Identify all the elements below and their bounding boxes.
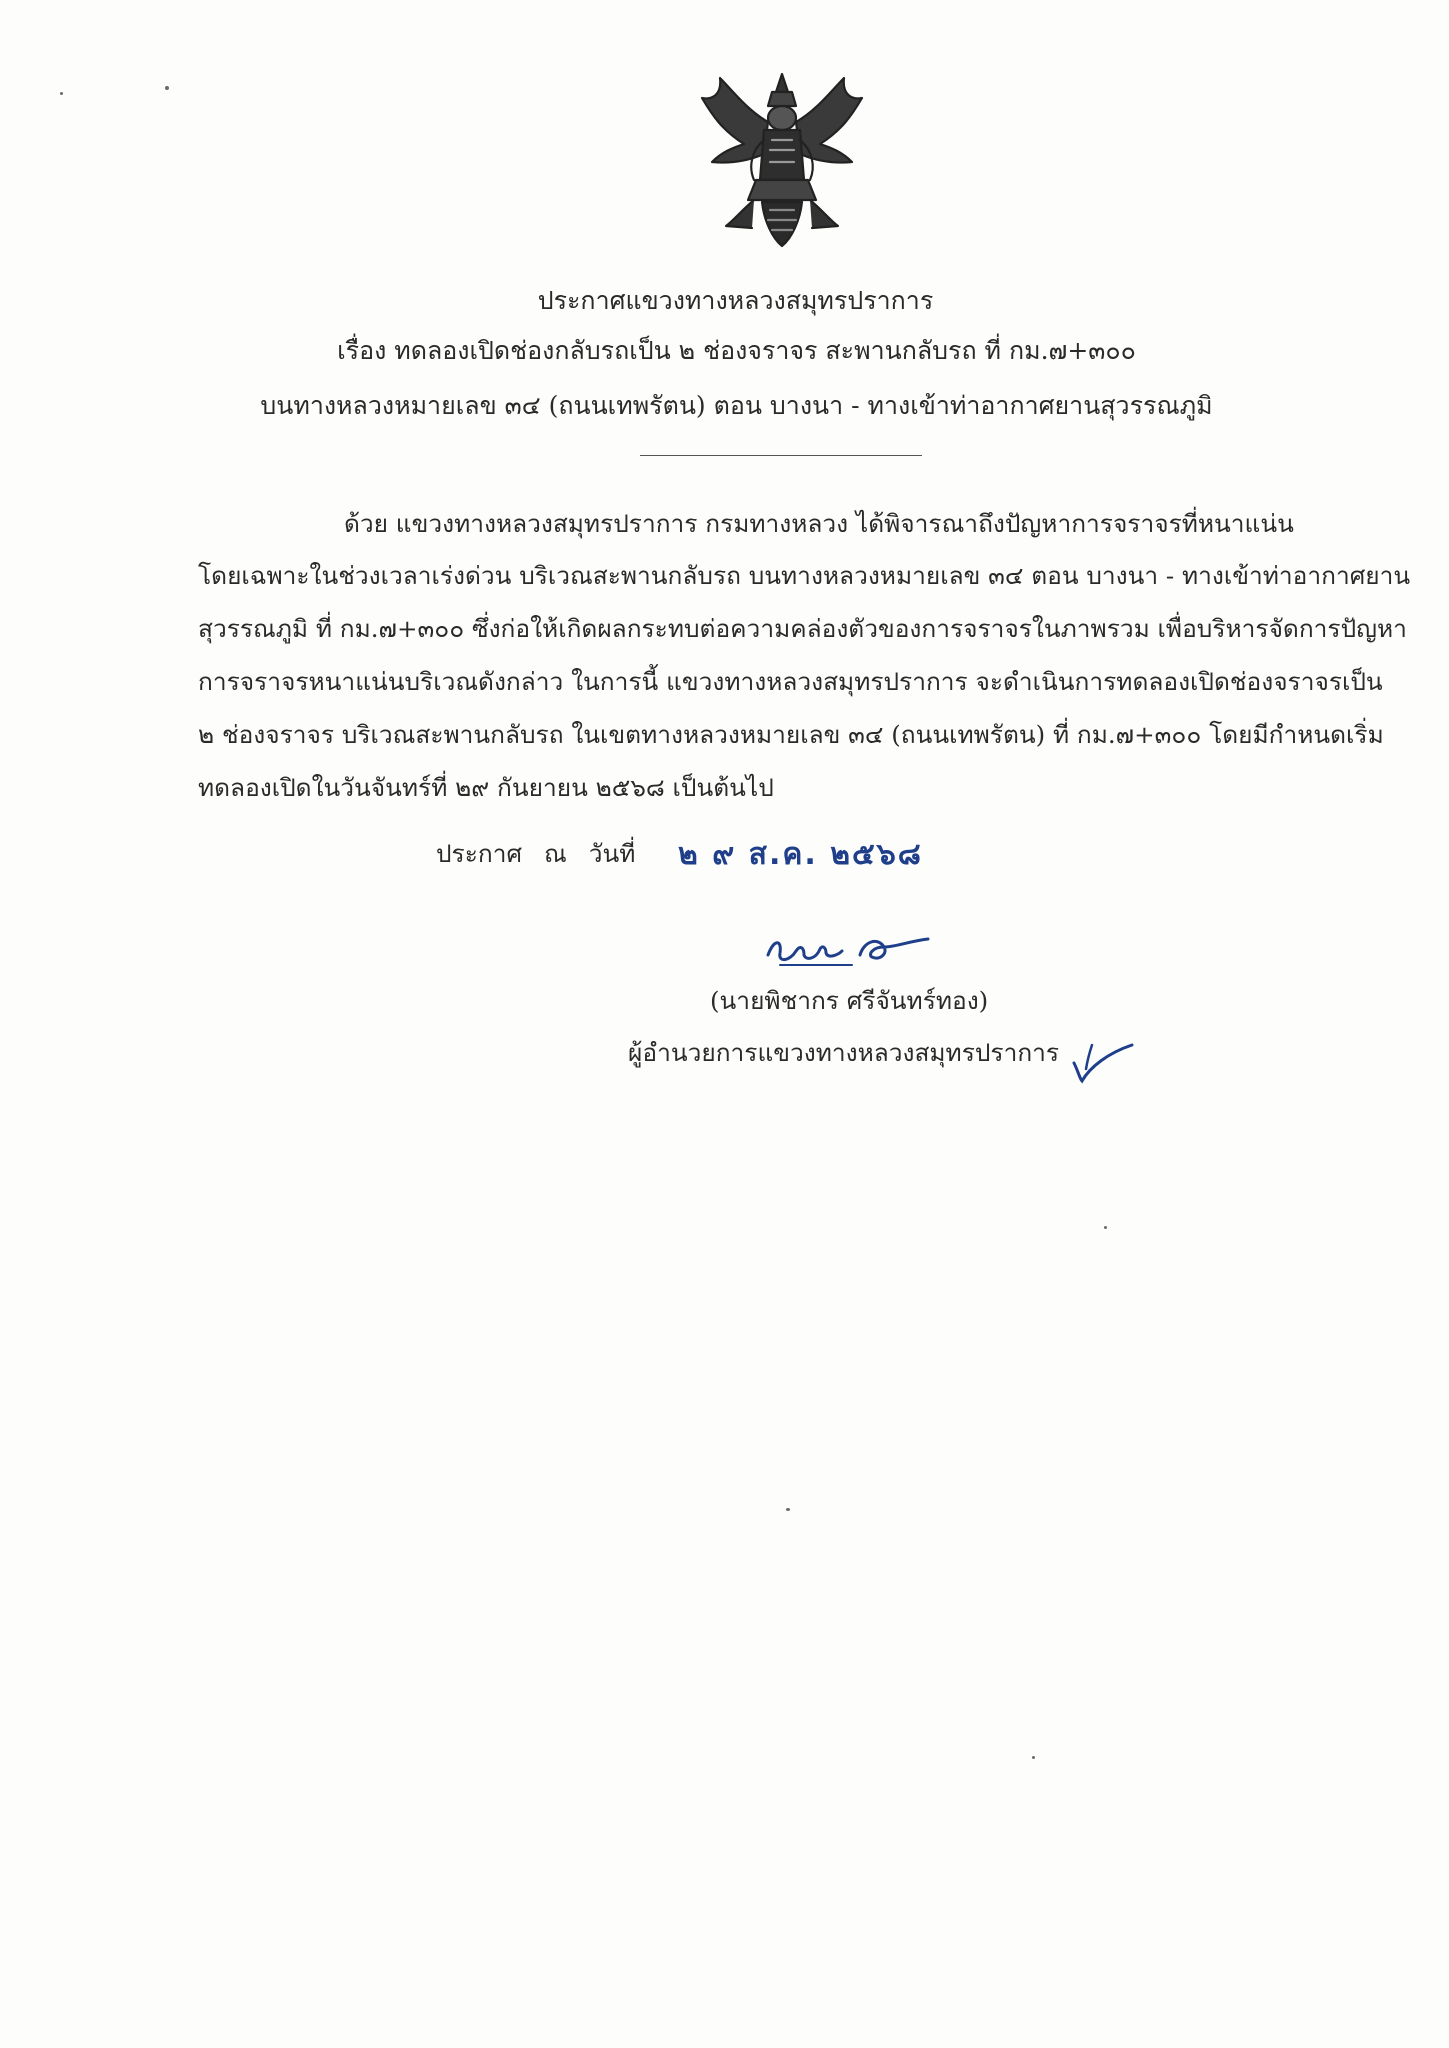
announcement-date-line xyxy=(436,838,635,870)
body-paragraph-line: ๒ ช่องจราจร บริเวณสะพานกลับรถ ในเขตทางหลวงหมายเลข ๓๔ (ถนนเทพรัตน) ที่ กม.๗+๓๐๐ โดยมีกำหนดเริ่ม xyxy=(198,720,1384,749)
body-paragraph-line: การจราจรหนาแน่นบริเวณดังกล่าว ในการนี้ แขวงทางหลวงสมุทรปราการ จะดำเนินการทดลองเปิดช่องจราจรเป็น xyxy=(198,667,1383,696)
announce-label: ประกาศ xyxy=(436,839,523,868)
announcement-subject: เรื่อง ทดลองเปิดช่องกลับรถเป็น ๒ ช่องจราจร สะพานกลับรถ ที่ กม.๗+๓๐๐ xyxy=(337,336,1136,365)
scan-speck xyxy=(786,1508,790,1511)
scan-speck xyxy=(1032,1756,1035,1759)
garuda-emblem xyxy=(692,70,872,248)
scan-speck xyxy=(165,86,169,90)
body-paragraph-line: ทดลองเปิดในวันจันทร์ที่ ๒๙ กันยายน ๒๕๖๘ เป็นต้นไป xyxy=(198,773,774,802)
handwritten-initial xyxy=(1068,1037,1138,1085)
body-paragraph-line: สุวรรณภูมิ ที่ กม.๗+๓๐๐ ซึ่งก่อให้เกิดผลกระทบต่อความคล่องตัวของการจราจรในภาพรวม เพื่อบริหารจัดการปัญหา xyxy=(198,614,1407,643)
scan-speck xyxy=(1104,1226,1107,1229)
body-paragraph-line: โดยเฉพาะในช่วงเวลาเร่งด่วน บริเวณสะพานกลับรถ บนทางหลวงหมายเลข ๓๔ ตอน บางนา - ทางเข้าท่าอากาศยาน xyxy=(198,561,1411,590)
scan-speck xyxy=(60,92,63,95)
announcement-title: ประกาศแขวงทางหลวงสมุทรปราการ xyxy=(537,286,934,315)
handwritten-date: ๒ ๙ ส.ค. ๒๕๖๘ xyxy=(678,837,923,872)
announce-date-label: วันที่ xyxy=(588,839,636,868)
title-divider xyxy=(640,455,922,456)
signature xyxy=(760,925,940,971)
announcement-subject-continued: บนทางหลวงหมายเลข ๓๔ (ถนนเทพรัตน) ตอน บางนา - ทางเข้าท่าอากาศยานสุวรรณภูมิ xyxy=(260,391,1213,420)
announce-at: ณ xyxy=(544,839,567,868)
body-paragraph-line: ด้วย แขวงทางหลวงสมุทรปราการ กรมทางหลวง ได้พิจารณาถึงปัญหาการจราจรที่หนาแน่น xyxy=(344,509,1294,538)
signatory-name: (นายพิชากร ศรีจันทร์ทอง) xyxy=(710,986,989,1015)
signatory-position: ผู้อำนวยการแขวงทางหลวงสมุทรปราการ xyxy=(628,1038,1060,1067)
